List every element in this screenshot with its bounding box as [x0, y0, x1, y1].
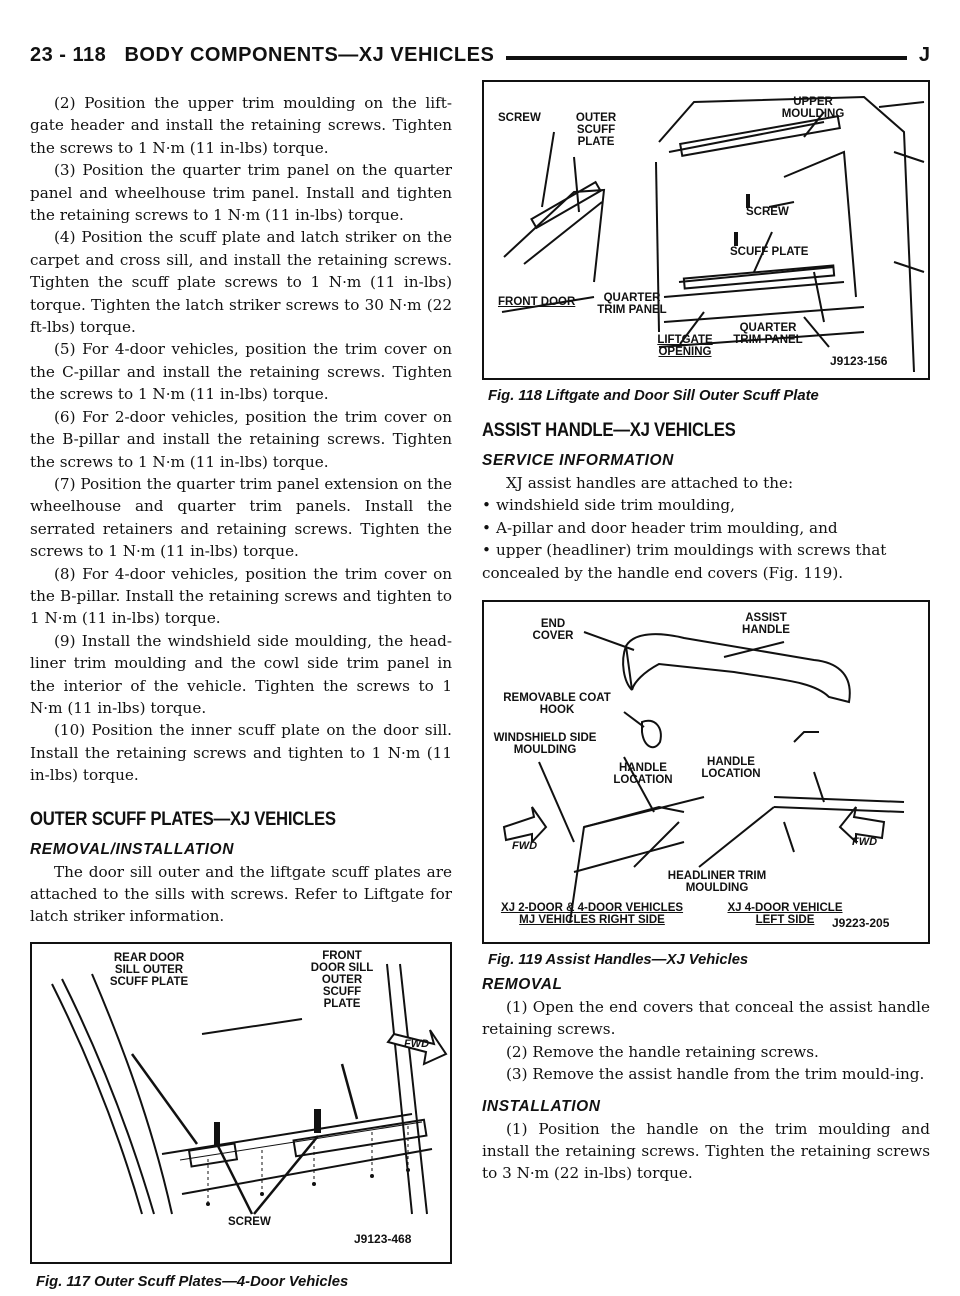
sub-service-information: SERVICE INFORMATION — [482, 452, 674, 469]
outer-scuff-para: The door sill outer and the liftgate scuff plates are attached to the sills with screws. Refer to Liftgate for latch striker information. — [30, 862, 452, 926]
header-title: BODY COMPONENTS—XJ VEHICLES — [124, 44, 495, 66]
figure-118 — [482, 80, 930, 380]
sub-installation: INSTALLATION — [482, 1097, 601, 1115]
fig118-upper-moulding: UPPER MOULDING — [781, 96, 845, 120]
section-outer-scuff: OUTER SCUFF PLATES—XJ VEHICLES — [30, 808, 336, 830]
fig119-left-caption: XJ 2-DOOR & 4-DOOR VEHICLES MJ VEHICLES RIGHT SIDE — [500, 902, 684, 927]
fig119-headliner: HEADLINER TRIM MOULDING — [667, 870, 767, 895]
fig119-coat-hook: REMOVABLE COAT HOOK — [503, 692, 611, 717]
step-3: (3) Position the quarter trim panel on the quarter panel and wheelhouse trim panel. Install and tighten the retaining screws to 1 N·m (11 in-lbs) torque. — [30, 161, 452, 225]
fig117-caption: Fig. 117 Outer Scuff Plates—4-Door Vehicles — [36, 1273, 349, 1290]
left-column — [30, 92, 452, 1296]
step-8: (8) For 4-door vehicles, position the trim cover on the B-pillar. Install the retaining screws and tighten to 1 N·m (11 in-lbs) torque. — [30, 564, 452, 628]
fig118-quarter2: QUARTER TRIM PANEL — [733, 322, 803, 346]
fig117-fwd: FWD — [404, 1037, 430, 1050]
fig119-fwd2: FWD — [852, 836, 878, 849]
bullet-2: • A-pillar and door header trim moulding, and — [482, 518, 838, 537]
removal-step-3: (3) Remove the assist handle from the trim mould-ing. — [506, 1065, 925, 1084]
page-header — [30, 44, 930, 74]
fig118-front-door: FRONT DOOR — [498, 296, 576, 308]
header-mark: J — [907, 44, 930, 67]
fig118-code: J9123-156 — [830, 354, 888, 368]
bullet-tail: concealed by the handle end covers (Fig. 119). — [482, 563, 844, 582]
fig119-handle-loc2: HANDLE LOCATION — [701, 756, 761, 781]
step-4: (4) Position the scuff plate and latch striker on the carpet and cross sill, and install the retaining screws. Tighten the scuff plate screws to 1 N·m (11 in-lbs) torque. Tighten the latch striker screws to 30 N·m (22 ft-lbs) torque. — [30, 228, 452, 337]
fig119-code: J9223-205 — [832, 916, 890, 931]
fig119-end-cover: END COVER — [532, 618, 574, 643]
figure-119 — [482, 600, 930, 944]
fig117-screw-label: SCREW — [228, 1215, 271, 1228]
service-intro: XJ assist handles are attached to the: — [506, 474, 794, 492]
step-7: (7) Position the quarter trim panel extension on the wheelhouse and quarter trim panels. Install the serrated retainers and retaining screws. Tighten the screws to 1 N·m (11 in-lbs) torque. — [30, 474, 452, 561]
removal-step-2: (2) Remove the handle retaining screws. — [506, 1042, 819, 1061]
fig118-liftgate: LIFTGATE OPENING — [657, 334, 713, 358]
fig117-code: J9123-468 — [354, 1231, 412, 1246]
figure-117 — [30, 942, 452, 1264]
step-5: (5) For 4-door vehicles, position the trim cover on the C-pillar and install the retaining screws. Tighten the screws to 1 N·m (11 in-lbs) torque. — [30, 340, 452, 404]
sub-removal-installation: REMOVAL/INSTALLATION — [30, 840, 235, 858]
bullet-1: • windshield side trim moulding, — [482, 496, 735, 515]
fig118-scuff-plate: SCUFF PLATE — [730, 246, 809, 258]
sub-removal: REMOVAL — [482, 976, 563, 994]
fig118-caption: Fig. 118 Liftgate and Door Sill Outer Scuff Plate — [488, 388, 819, 404]
step-10: (10) Position the inner scuff plate on the door sill. Install the retaining screws and tighten to 1 N·m (11 in-lbs) torque. — [30, 721, 452, 785]
bullet-3: • upper (headliner) trim mouldings with screws that — [482, 541, 887, 560]
fig119-handle-loc1: HANDLE LOCATION — [613, 762, 673, 787]
section-assist-handle: ASSIST HANDLE—XJ VEHICLES — [482, 420, 736, 441]
service-bullets — [482, 494, 930, 561]
fig118-screw1: SCREW — [498, 112, 541, 124]
fig117-illustration — [32, 944, 450, 1230]
fig118-screw2: SCREW — [746, 206, 789, 218]
fig119-right-caption: XJ 4-DOOR VEHICLE LEFT SIDE — [727, 902, 843, 927]
page-number: 23 - 118 — [30, 44, 107, 66]
fig118-illustration — [484, 82, 928, 374]
right-column — [482, 80, 930, 1185]
step-9: (9) Install the windshield side moulding, the head-liner trim moulding and the cowl side trim panel in the interior of the vehicle. Tighten the screws to 1 N·m (11 in-lbs) torque. — [30, 631, 452, 717]
fig118-outer-scuff: OUTER SCUFF PLATE — [575, 112, 617, 148]
fig119-caption: Fig. 119 Assist Handles—XJ Vehicles — [488, 952, 749, 969]
header-left — [30, 44, 506, 67]
install-step-1: (1) Position the handle on the trim moulding and install the retaining screws. Tighten the retaining screws to 3 N·m (22 in-lbs) torque. — [482, 1119, 930, 1183]
step-2: (2) Position the upper trim moulding on the lift-gate header and install the retaining screws. Tighten the screws to 1 N·m (11 in-lbs) torque. — [30, 94, 452, 157]
fig117-front-label: FRONT DOOR SILL OUTER SCUFF PLATE — [310, 949, 374, 1010]
fig119-fwd1: FWD — [512, 840, 538, 853]
fig118-quarter1: QUARTER TRIM PANEL — [597, 292, 667, 316]
fig119-windshield: WINDSHIELD SIDE MOULDING — [493, 732, 597, 757]
fig119-assist-handle: ASSIST HANDLE — [742, 612, 790, 637]
step-6: (6) For 2-door vehicles, position the trim cover on the B-pillar and install the retaining screws. Tighten the screws to 1 N·m (11 in-lbs) torque. — [30, 407, 452, 471]
removal-step-1: (1) Open the end covers that conceal the assist handle retaining screws. — [482, 998, 930, 1039]
fig117-rear-label: REAR DOOR SILL OUTER SCUFF PLATE — [109, 951, 189, 988]
